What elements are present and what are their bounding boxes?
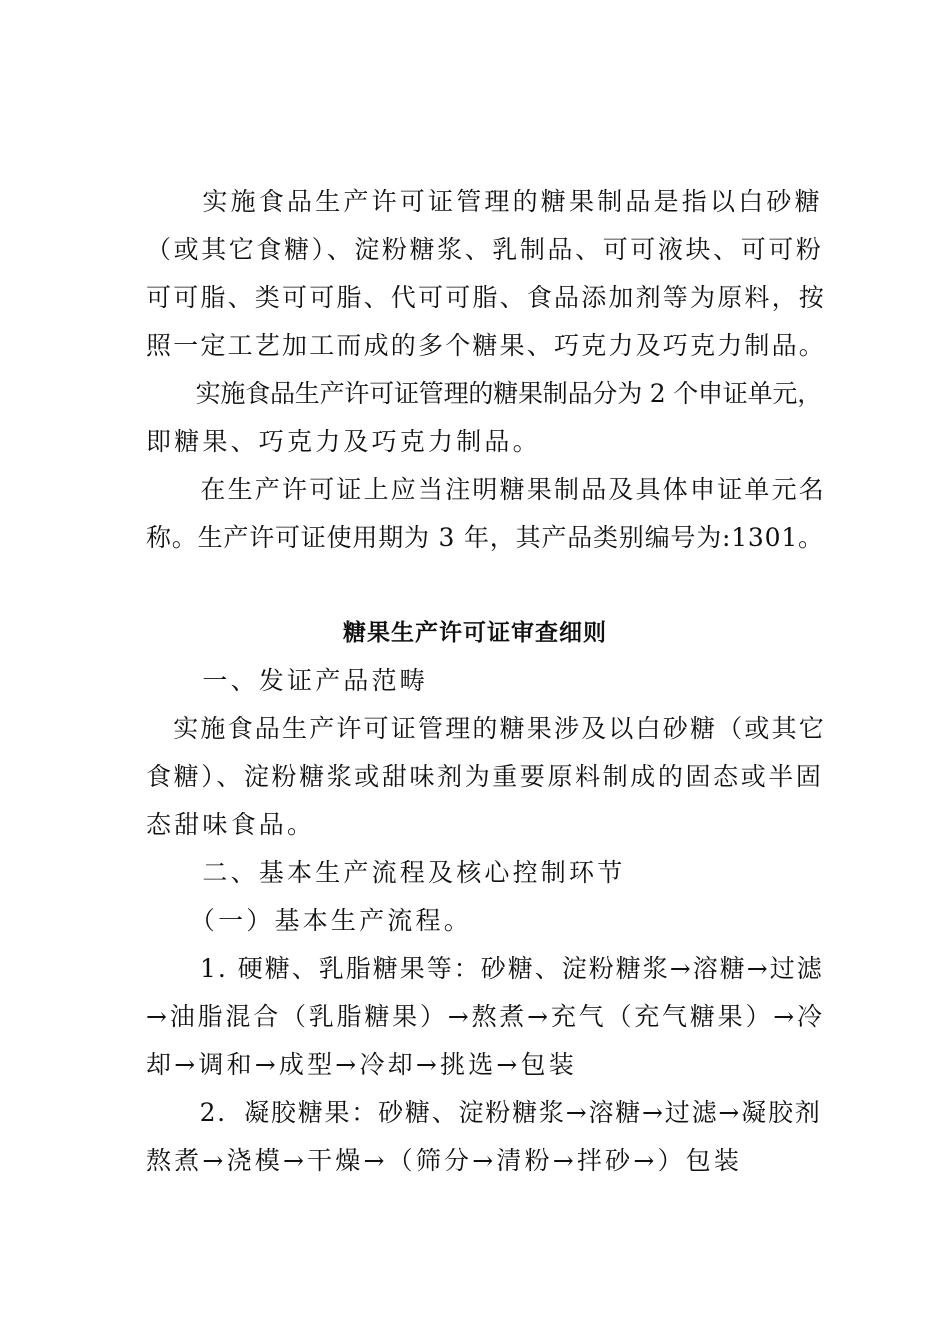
section-line: 一、发证产品范畴 <box>146 666 429 695</box>
section-line: 食糖）、淀粉糖浆或甜味剂为重要原料制成的固态或半固 <box>146 762 824 791</box>
intro-line: 实施食品生产许可证管理的糖果制品分为 2 个申证单元， <box>146 379 823 408</box>
intro-line: 即糖果、巧克力及巧克力制品。 <box>146 427 541 456</box>
section-line: 2．凝胶糖果：砂糖、淀粉糖浆→溶糖→过滤→凝胶剂 <box>146 1098 822 1127</box>
section-line: 熬煮→浇模→干燥→（筛分→清粉→拌砂→）包装 <box>146 1146 743 1175</box>
section-line: 二、基本生产流程及核心控制环节 <box>146 858 626 887</box>
section-line: →油脂混合（乳脂糖果）→熬煮→充气（充气糖果）→冷 <box>146 1002 825 1031</box>
intro-line: 可可脂、类可可脂、代可可脂、食品添加剂等为原料，按 <box>146 283 827 312</box>
intro-line: 实施食品生产许可证管理的糖果制品是指以白砂糖 <box>146 187 823 216</box>
section-line: 1. 硬糖、乳脂糖果等：砂糖、淀粉糖浆→溶糖→过滤 <box>146 954 824 983</box>
section-line: 实施食品生产许可证管理的糖果涉及以白砂糖（或其它 <box>146 714 827 743</box>
section-line: （一）基本生产流程。 <box>146 906 472 935</box>
section-title: 糖果生产许可证审查细则 <box>343 619 607 646</box>
section-line: 态甜味食品。 <box>146 810 316 839</box>
intro-line: 称。生产许可证使用期为 3 年，其产品类别编号为:1301。 <box>146 523 824 552</box>
intro-line: （或其它食糖）、淀粉糖浆、乳制品、可可液块、可可粉 <box>146 235 824 264</box>
intro-line: 在生产许可证上应当注明糖果制品及具体申证单元名 <box>146 475 827 504</box>
section-line: 却→调和→成型→冷却→挑选→包装 <box>146 1050 577 1079</box>
intro-line: 照一定工艺加工而成的多个糖果、巧克力及巧克力制品。 <box>146 331 827 360</box>
